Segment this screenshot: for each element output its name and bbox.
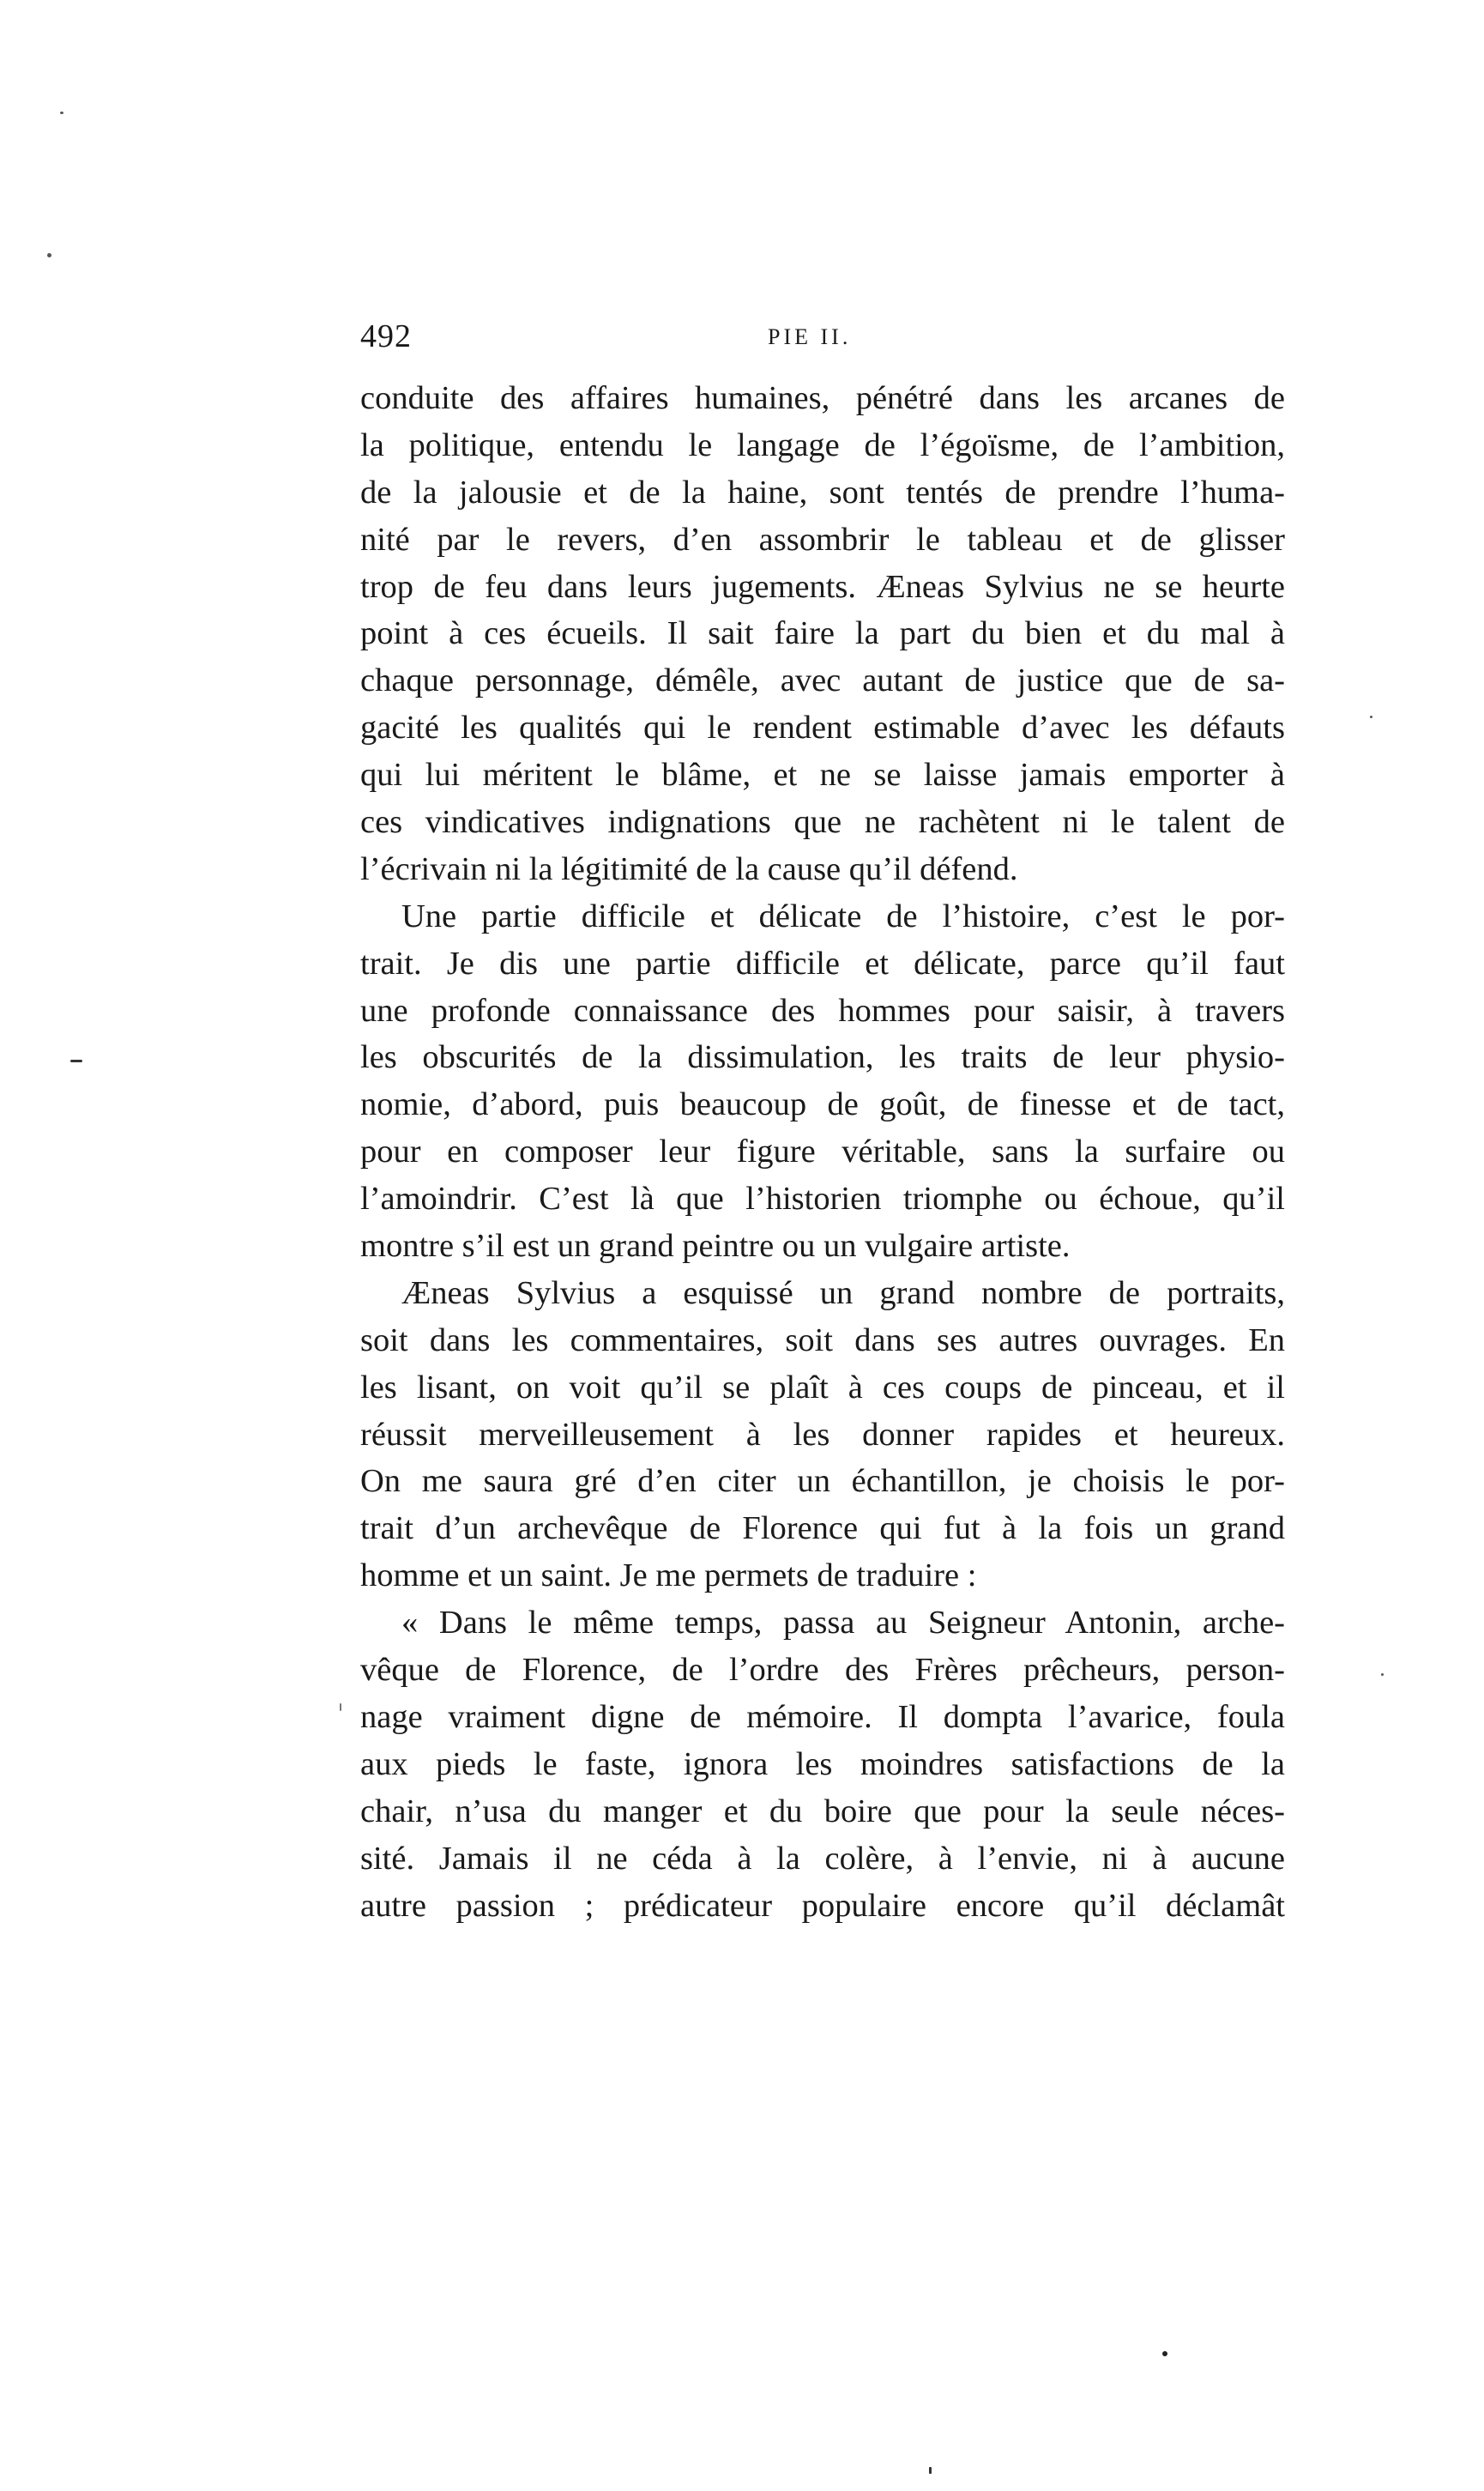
- text-line: aux pieds le faste, ignora les moindres satisfactions de la: [360, 1745, 1285, 1782]
- text-line: On me saura gré d’en citer un échantillon, je choisis le por-: [360, 1463, 1285, 1500]
- text-line: les obscurités de la dissimulation, les traits de leur physio-: [360, 1039, 1285, 1076]
- text-line: pour en composer leur figure véritable, sans la surfaire ou: [360, 1134, 1285, 1170]
- text-line: soit dans les commentaires, soit dans ses autres ouvrages. En: [360, 1321, 1285, 1358]
- text-line: trop de feu dans leurs jugements. Æneas Sylvius ne se heurte: [360, 568, 1285, 605]
- text-line: réussit merveilleusement à les donner rapides et heureux.: [360, 1416, 1285, 1453]
- scan-speck: [1370, 716, 1372, 718]
- text-line: nité par le revers, d’en assombrir le tableau et de glisser: [360, 521, 1285, 558]
- text-line: vêque de Florence, de l’ordre des Frères prêcheurs, person-: [360, 1652, 1285, 1689]
- scan-speck: [340, 1703, 341, 1711]
- text-line: ces vindicatives indignations que ne rachètent ni le talent de: [360, 804, 1285, 841]
- text-line: trait. Je dis une partie difficile et délicate, parce qu’il faut: [360, 945, 1285, 982]
- page-number: 492: [360, 318, 412, 354]
- text-line: conduite des affaires humaines, pénétré dans les arcanes de: [360, 380, 1285, 416]
- text-line: point à ces écueils. Il sait faire la part du bien et du mal à: [360, 615, 1285, 652]
- paragraph-end-line: homme et un saint. Je me permets de traduire :: [360, 1557, 977, 1594]
- scan-speck: [60, 112, 63, 114]
- scan-speck: [1162, 2351, 1167, 2356]
- paragraph-first-line: Une partie difficile et délicate de l’histoire, c’est le por-: [401, 898, 1285, 934]
- page-header: [360, 317, 1287, 369]
- text-line: une profonde connaissance des hommes pour saisir, à travers: [360, 992, 1285, 1029]
- text-line: trait d’un archevêque de Florence qui fut à la fois un grand: [360, 1510, 1285, 1547]
- scan-speck: [929, 2467, 932, 2474]
- text-line: chaque personnage, démêle, avec autant de justice que de sa-: [360, 662, 1285, 699]
- scan-speck: [1381, 1673, 1384, 1676]
- text-line: l’amoindrir. C’est là que l’historien triomphe ou échoue, qu’il: [360, 1181, 1285, 1218]
- running-title: PIE II.: [768, 324, 852, 349]
- quotation-first-line: « Dans le même temps, passa au Seigneur Antonin, arche-: [401, 1605, 1285, 1642]
- text-line: les lisant, on voit qu’il se plaît à ces coups de pinceau, et il: [360, 1369, 1285, 1406]
- text-line: la politique, entendu le langage de l’égoïsme, de l’ambition,: [360, 426, 1285, 463]
- text-line: autre passion ; prédicateur populaire encore qu’il déclamât: [360, 1887, 1285, 1924]
- text-line: chair, n’usa du manger et du boire que pour la seule néces-: [360, 1793, 1285, 1829]
- scan-speck: [47, 253, 51, 257]
- text-line: sité. Jamais il ne céda à la colère, à l’envie, ni à aucune: [360, 1840, 1285, 1877]
- text-line: gacité les qualités qui le rendent estimable d’avec les défauts: [360, 710, 1285, 747]
- scan-speck: [70, 1060, 82, 1062]
- paragraph-first-line: Æneas Sylvius a esquissé un grand nombre de portraits,: [401, 1274, 1285, 1311]
- paragraph-end-line: l’écrivain ni la légitimité de la cause qu’il défend.: [360, 850, 1018, 887]
- paragraph-end-line: montre s’il est un grand peintre ou un vulgaire artiste.: [360, 1228, 1071, 1265]
- body-text: [360, 375, 1285, 1929]
- text-line: nomie, d’abord, puis beaucoup de goût, de finesse et de tact,: [360, 1086, 1285, 1123]
- text-line: de la jalousie et de la haine, sont tentés de prendre l’huma-: [360, 474, 1285, 511]
- text-line: qui lui méritent le blâme, et ne se laisse jamais emporter à: [360, 757, 1285, 794]
- text-line: nage vraiment digne de mémoire. Il dompta l’avarice, foula: [360, 1698, 1285, 1735]
